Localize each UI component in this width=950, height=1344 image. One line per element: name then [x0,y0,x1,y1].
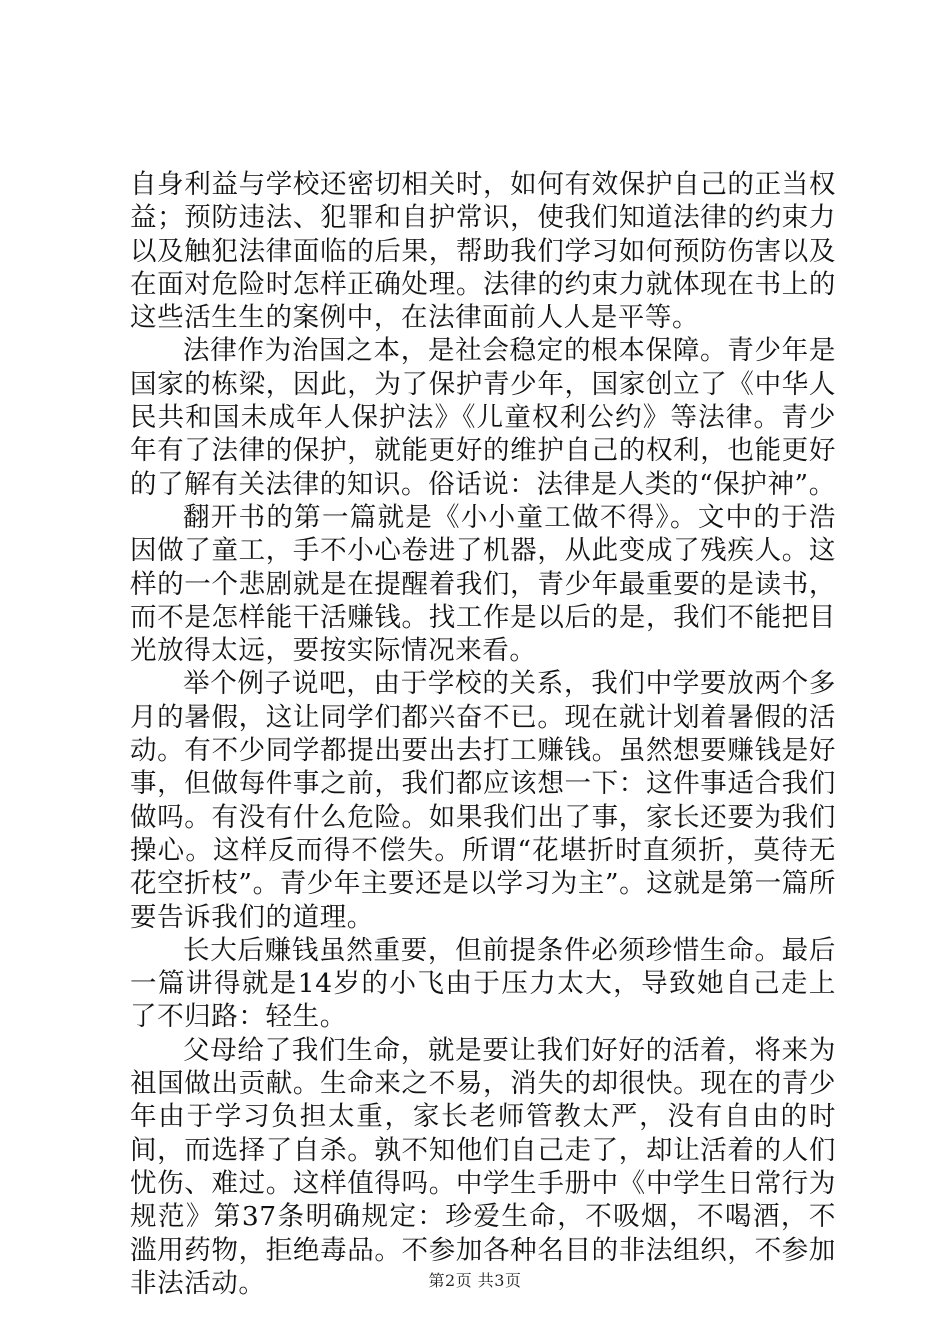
page-footer: 第2页 共3页 [428,1271,522,1290]
paragraph: 长大后赚钱虽然重要，但前提条件必须珍惜生命。最后一篇讲得就是14岁的小飞由于压力太大，导致她自己走上了不归路：轻生。 [130,934,836,1033]
paragraph: 法律作为治国之本，是社会稳定的根本保障。青少年是国家的栋梁，因此，为了保护青少年，国家创立了《中华人民共和国未成年人保护法》《儿童权利公约》等法律。青少年有了法律的保护，就能更好的维护自己的权利，也能更好的了解有关法律的知识。俗话说：法律是人类的“保护神”。 [130,335,836,500]
paragraph: 举个例子说吧，由于学校的关系，我们中学要放两个多月的暑假，这让同学们都兴奋不已。现在就计划着暑假的活动。有不少同学都提出要出去打工赚钱。虽然想要赚钱是好事，但做每件事之前，我们都应该想一下：这件事适合我们做吗。有没有什么危险。如果我们出了事，家长还要为我们操心。这样反而得不偿失。所谓“花堪折时直须折，莫待无花空折枝”。青少年主要还是以学习为主”。这就是第一篇所要告诉我们的道理。 [130,668,836,933]
paragraph-continuation: 自身利益与学校还密切相关时，如何有效保护自己的正当权益；预防违法、犯罪和自护常识，使我们知道法律的约束力以及触犯法律面临的后果，帮助我们学习如何预防伤害以及在面对危险时怎样正确处理。法律的约束力就体现在书上的这些活生生的案例中，在法律面前人人是平等。 [130,169,836,334]
paragraph: 父母给了我们生命，就是要让我们好好的活着，将来为祖国做出贡献。生命来之不易，消失的却很快。现在的青少年由于学习负担太重，家长老师管教太严，没有自由的时间，而选择了自杀。孰不知他们自己走了，却让活着的人们忧伤、难过。这样值得吗。中学生手册中《中学生日常行为规范》第37条明确规定：珍爱生命，不吸烟，不喝酒，不滥用药物，拒绝毒品。不参加各种名目的非法组织，不参加非法活动。 [130,1034,836,1299]
document-body [130,168,836,1300]
paragraph: 翻开书的第一篇就是《小小童工做不得》。文中的于浩因做了童工，手不小心卷进了机器，从此变成了残疾人。这样的一个悲剧就是在提醒着我们，青少年最重要的是读书，而不是怎样能干活赚钱。找工作是以后的是，我们不能把目光放得太远，要按实际情况来看。 [130,501,836,667]
